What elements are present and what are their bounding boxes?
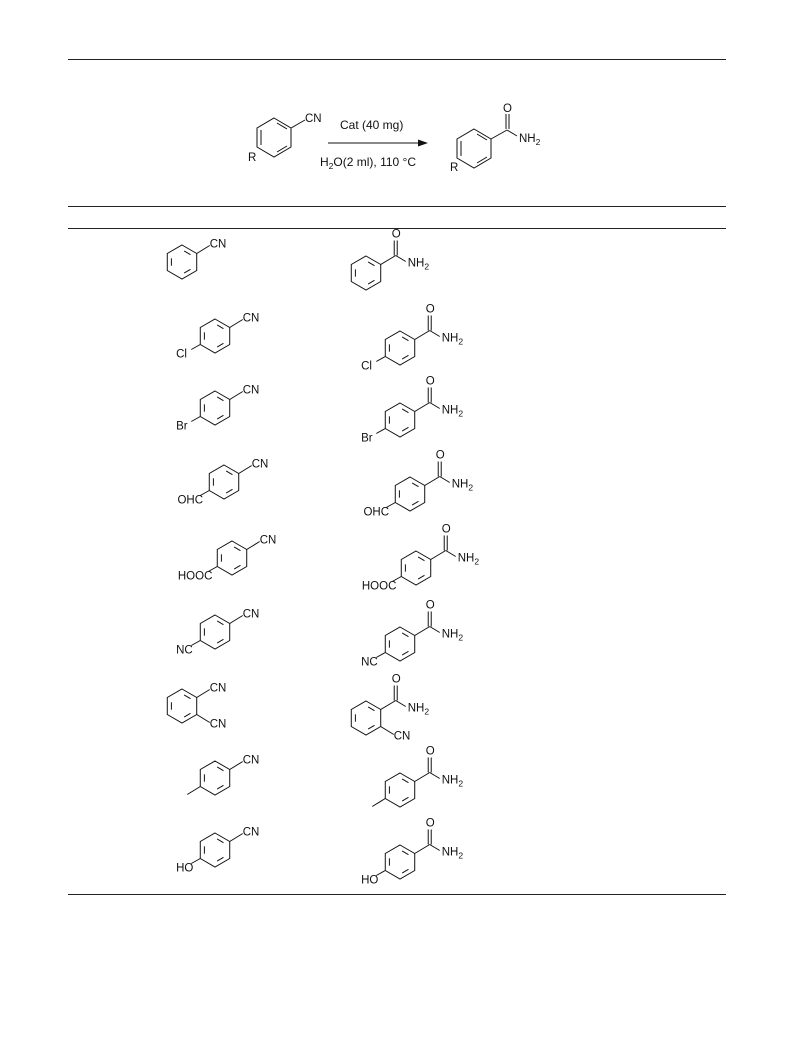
substrate-cn-label: CN [209,682,227,695]
product-o-label: O [425,375,435,388]
product-structure [450,103,541,174]
substrate-structure [176,385,259,433]
reactant-structure [248,113,322,164]
table-row [178,524,479,593]
product-nh2-label: $NH_2$ [407,702,430,717]
substrate-cn-label: CN [209,238,227,251]
table-row [176,818,463,887]
product-structure [361,376,463,445]
substrate-structure [167,239,226,280]
product-o-label: O [391,228,401,241]
product-structure [361,818,463,887]
product-nh2-label: $NH_2$ [441,774,464,789]
product-nh2-label: $NH_2$ [451,478,474,493]
table-row [176,600,463,669]
product-structure [362,524,479,593]
product-structure [361,304,463,373]
product-r-label: R [450,162,459,174]
reaction-scheme [248,103,541,174]
substrate-substituent-label: Cl [176,348,187,361]
product-o-label: O [425,745,435,758]
product-nh2-label: $NH_2$ [519,133,541,147]
table-row [176,304,463,373]
reactant-cn-label: CN [305,113,322,125]
reactant-r-label: R [248,152,257,164]
product-structure [351,674,429,743]
substrate-substituent-label: OHC [177,494,204,507]
substrate-cn-label: CN [251,458,269,471]
substrate-cn-label: CN [242,608,260,621]
product-substituent-label: OHC [363,506,390,519]
product-nh2-label: $NH_2$ [457,552,480,567]
substrate-cn-label: CN [242,754,260,767]
product-o-label: O [425,817,435,830]
product-substituent-label: Br [361,432,373,445]
product-substituent-label: HO [361,874,379,887]
product-o-label: O [441,523,451,536]
table-row [177,450,473,519]
product-o-label: O [435,449,445,462]
substrate-cn-label: CN [259,534,277,547]
table-row [176,376,463,445]
substrate-ortho-cn-label: CN [209,718,227,731]
product-structure [363,450,473,519]
product-o-label: O [391,673,401,686]
substrate-substituent-label: Br [176,420,188,433]
product-nh2-label: $NH_2$ [441,628,464,643]
product-o-label: O [425,599,435,612]
product-nh2-label: $NH_2$ [407,257,430,272]
reagent-label: Cat (40 mg) [340,118,404,132]
product-ortho-cn-label: CN [393,730,411,743]
substrate-substituent-label: HOOC [177,570,213,583]
product-structure [351,229,429,291]
table-body [167,229,479,887]
substrate-cn-label: CN [242,826,260,839]
product-nh2-label: $NH_2$ [441,404,464,419]
product-substituent-label: NC [361,656,378,669]
product-nh2-label: $NH_2$ [441,846,464,861]
product-nh2-label: $NH_2$ [441,332,464,347]
substrate-structure [176,313,259,361]
substrate-substituent-label: HO [176,862,194,875]
table-row [167,229,429,291]
product-o-label: O [503,103,512,115]
substrate-structure [176,609,259,657]
table-row [167,674,429,743]
substrate-structure [187,755,259,796]
substrate-cn-label: CN [242,384,260,397]
substrate-substituent-label: NC [176,644,193,657]
conditions-label: $H_2O(2$ ml), 110 °C [320,155,416,171]
product-structure [372,746,463,808]
substrate-structure [176,827,259,875]
reaction-arrow [328,140,428,147]
substrate-cn-label: CN [242,312,260,325]
product-substituent-label: HOOC [361,580,397,593]
product-o-label: O [425,303,435,316]
table-row [187,746,463,808]
product-substituent-label: Cl [361,360,372,373]
substrate-structure [177,459,268,507]
substrate-structure [167,683,226,731]
substrate-structure [178,535,276,583]
product-structure [361,600,463,669]
